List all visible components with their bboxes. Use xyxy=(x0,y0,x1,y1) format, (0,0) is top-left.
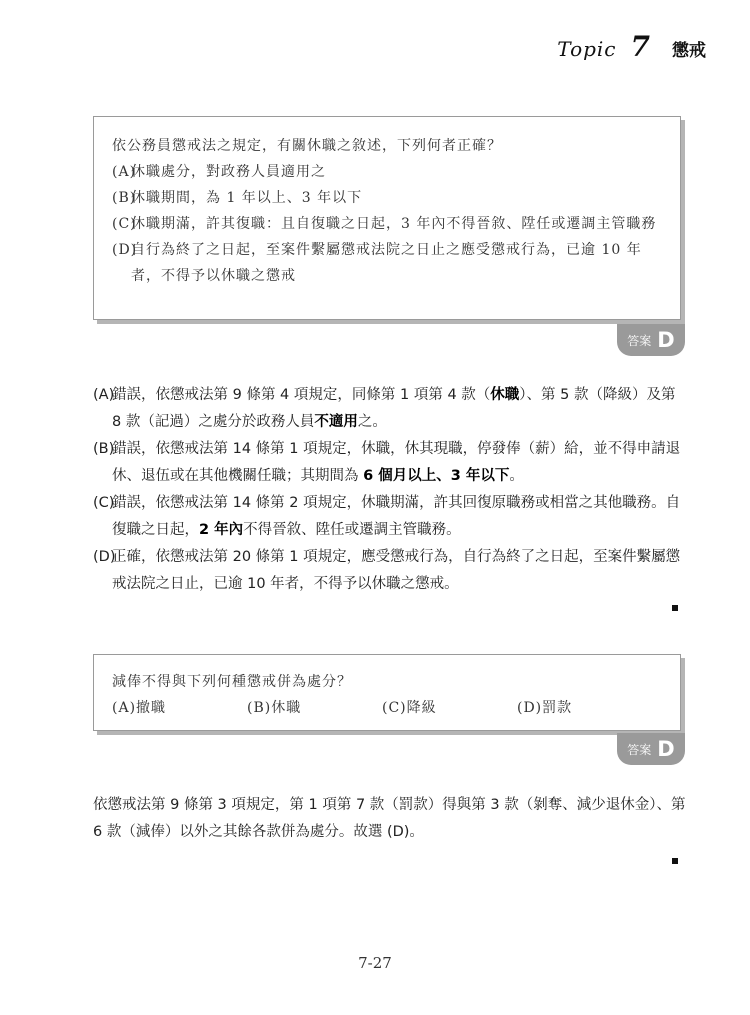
option-text: 自行為終了之日起，至案件繫屬懲戒法院之日止之應受懲戒行為，已逾 10 年者，不得予以休職之懲戒 xyxy=(131,242,642,284)
item-letter: (A) xyxy=(93,387,115,403)
item-letter: (B) xyxy=(93,441,115,457)
explanation-1 xyxy=(93,382,689,598)
question-1-option-b xyxy=(112,185,664,211)
answer-value: D xyxy=(657,328,675,352)
explanation-item-b xyxy=(93,436,689,490)
text-run: 不得晉敘、陞任或遷調主管職務。 xyxy=(243,522,461,538)
bold-text: 不適用 xyxy=(314,414,358,430)
option-letter: (D) xyxy=(112,242,138,258)
option-text: 撤職 xyxy=(136,700,167,716)
topic-title: 懲戒 xyxy=(672,41,706,61)
answer-value: D xyxy=(657,737,675,761)
answer-badge-1 xyxy=(617,324,685,356)
bold-text: 6 個月以上、3 年以下 xyxy=(363,468,510,484)
text-run: 錯誤，依懲戒法第 14 條第 1 項規定，休職，休其現職，停發俸（薪）給，並不得申請退休、退伍或在其他機關任職；其期間為 xyxy=(112,441,681,484)
item-letter: (D) xyxy=(93,549,116,565)
end-mark xyxy=(672,858,678,864)
question-2-option-b xyxy=(247,695,382,721)
option-text: 休職期滿，許其復職：且自復職之日起，3 年內不得晉敘、陞任或遷調主管職務 xyxy=(131,216,657,232)
explanation-item-d xyxy=(93,544,689,598)
end-mark xyxy=(672,605,678,611)
option-letter: (B) xyxy=(112,190,137,206)
option-text: 降級 xyxy=(406,700,437,716)
question-2-stem: 減俸不得與下列何種懲戒併為處分？ xyxy=(112,674,352,690)
answer-badge-2 xyxy=(617,733,685,765)
option-letter: (A) xyxy=(112,700,137,716)
option-letter: (C) xyxy=(382,700,407,716)
bold-text: 休職 xyxy=(490,387,520,403)
question-2-option-c xyxy=(382,695,517,721)
option-letter: (B) xyxy=(247,700,272,716)
question-2-box xyxy=(93,654,681,731)
question-1-box xyxy=(93,116,681,320)
question-1-stem: 依公務員懲戒法之規定，有關休職之敘述，下列何者正確？ xyxy=(112,138,502,154)
question-1-option-a xyxy=(112,159,664,185)
explanation-2 xyxy=(93,792,689,846)
explanation-2-text: 依懲戒法第 9 條第 3 項規定，第 1 項第 7 款（罰款）得與第 3 款（剝奪、減少退休金）、第 6 款（減俸）以外之其餘各款併為處分。故選 (D)。 xyxy=(93,797,686,840)
page-number: 7-27 xyxy=(358,954,392,972)
option-text: 休職期間，為 1 年以上、3 年以下 xyxy=(131,190,363,206)
topic-label: Topic xyxy=(557,37,617,61)
text-run: ）、第 5 款（降級）及第 8 款（記過）之處分於政務人員 xyxy=(112,387,676,430)
option-letter: (A) xyxy=(112,164,137,180)
question-1-option-c xyxy=(112,211,664,237)
text-run: 正確，依懲戒法第 20 條第 1 項規定，應受懲戒行為，自行為終了之日起，至案件繫屬懲戒法院之日止，已逾 10 年者，不得予以休職之懲戒。 xyxy=(112,549,681,592)
question-1-option-d xyxy=(112,237,664,289)
question-2-option-a xyxy=(112,695,247,721)
answer-label: 答案 xyxy=(627,333,652,348)
option-text: 罰款 xyxy=(542,700,573,716)
text-run: 。 xyxy=(509,468,524,484)
bold-text: 2 年內 xyxy=(199,522,244,538)
explanation-item-a xyxy=(93,382,689,436)
text-run: 錯誤，依懲戒法第 9 條第 4 項規定，同條第 1 項第 4 款（ xyxy=(112,387,491,403)
option-letter: (D) xyxy=(517,700,543,716)
text-run: 錯誤，依懲戒法第 14 條第 2 項規定，休職期滿，許其回復原職務或相當之其他職務。自復職之日起， xyxy=(112,495,681,538)
option-letter: (C) xyxy=(112,216,137,232)
topic-number: 7 xyxy=(630,30,650,63)
option-text: 休職處分，對政務人員適用之 xyxy=(131,164,326,180)
question-2-option-d xyxy=(517,695,652,721)
question-2-options xyxy=(112,695,664,721)
answer-label: 答案 xyxy=(627,742,652,757)
page-header xyxy=(557,30,706,63)
item-letter: (C) xyxy=(93,495,115,511)
explanation-item-c xyxy=(93,490,689,544)
text-run: 之。 xyxy=(357,414,387,430)
option-text: 休職 xyxy=(271,700,302,716)
